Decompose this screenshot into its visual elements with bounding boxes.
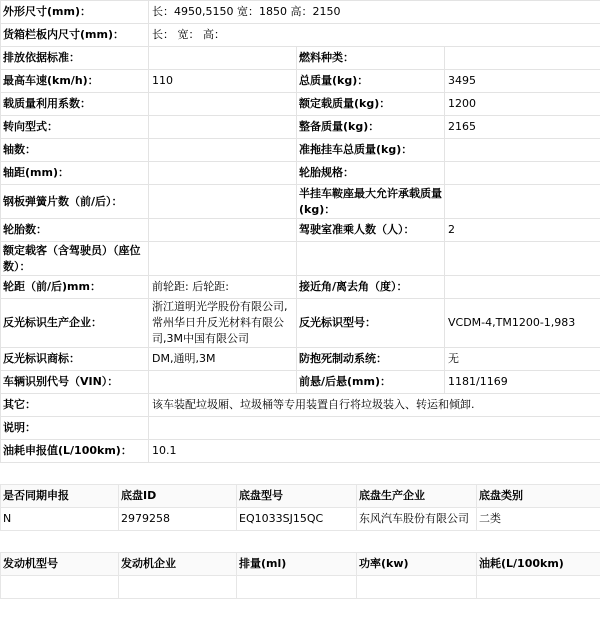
- spec-value: [149, 185, 297, 219]
- spec-value: 3495: [445, 70, 600, 93]
- engine-column-header: 排量(ml): [237, 553, 357, 576]
- spec-value: [149, 139, 297, 162]
- spec-label: 外形尺寸(mm)：: [1, 1, 149, 24]
- spec-row: [1, 139, 600, 162]
- table-row: [1, 576, 600, 599]
- engine-column-header: 发动机企业: [119, 553, 237, 576]
- spec-label: 转向型式：: [1, 116, 149, 139]
- table-row: [1, 508, 600, 531]
- spec-label: 反光标识商标：: [1, 348, 149, 371]
- spec-label: 车辆识别代号（VIN）：: [1, 371, 149, 394]
- spec-value: [445, 185, 600, 219]
- spec-label: 燃料种类：: [297, 47, 445, 70]
- spec-value: [149, 162, 297, 185]
- spec-row: [1, 371, 600, 394]
- spec-label: 前悬/后悬(mm)：: [297, 371, 445, 394]
- chassis-cell: 二类: [477, 508, 600, 531]
- spec-row: [1, 242, 600, 276]
- spec-row: [1, 299, 600, 348]
- spec-value: [149, 371, 297, 394]
- engine-cell: [119, 576, 237, 599]
- spec-value: 2165: [445, 116, 600, 139]
- spec-label: 轮胎规格：: [297, 162, 445, 185]
- engine-column-header: 油耗(L/100km): [477, 553, 600, 576]
- spec-value: [149, 47, 297, 70]
- spec-label: 说明：: [1, 417, 149, 440]
- spec-row: [1, 1, 600, 24]
- engine-column-header: 功率(kw): [357, 553, 477, 576]
- spec-value: 该车装配垃圾厢、垃圾桶等专用装置自行将垃圾装入、转运和倾卸.: [149, 394, 600, 417]
- section-gap: [0, 463, 600, 484]
- spec-row: [1, 93, 600, 116]
- spec-value: 2: [445, 219, 600, 242]
- engine-cell: [357, 576, 477, 599]
- spec-value: 无: [445, 348, 600, 371]
- chassis-column-header: 底盘类别: [477, 485, 600, 508]
- spec-label: 反光标识型号：: [297, 299, 445, 348]
- chassis-column-header: 底盘ID: [119, 485, 237, 508]
- chassis-table: [0, 484, 600, 531]
- spec-row: [1, 47, 600, 70]
- spec-value: [149, 219, 297, 242]
- engine-cell: [1, 576, 119, 599]
- spec-value: [149, 242, 297, 276]
- spec-value: 1200: [445, 93, 600, 116]
- spec-label: 驾驶室准乘人数（人）：: [297, 219, 445, 242]
- spec-label: 最高车速(km/h)：: [1, 70, 149, 93]
- spec-value: [149, 93, 297, 116]
- spec-row: [1, 162, 600, 185]
- engine-cell: [237, 576, 357, 599]
- spec-value: [445, 47, 600, 70]
- chassis-cell: 东风汽车股份有限公司: [357, 508, 477, 531]
- spec-value: 1181/1169: [445, 371, 600, 394]
- spec-value: [149, 116, 297, 139]
- spec-label: 轮胎数：: [1, 219, 149, 242]
- spec-label: 钢板弹簧片数（前/后）：: [1, 185, 149, 219]
- engine-table: [0, 552, 600, 599]
- spec-value: DM,通明,3M: [149, 348, 297, 371]
- spec-value: [445, 242, 600, 276]
- spec-value: [149, 417, 600, 440]
- spec-value: [445, 162, 600, 185]
- spec-value: VCDM-4,TM1200-1,983: [445, 299, 600, 348]
- engine-header-row: [1, 553, 600, 576]
- chassis-column-header: 底盘型号: [237, 485, 357, 508]
- chassis-cell: 2979258: [119, 508, 237, 531]
- spec-label: 排放依据标准：: [1, 47, 149, 70]
- spec-value: [445, 276, 600, 299]
- section-gap: [0, 531, 600, 552]
- engine-cell: [477, 576, 600, 599]
- chassis-header-row: [1, 485, 600, 508]
- spec-label: 反光标识生产企业：: [1, 299, 149, 348]
- spec-label: 半挂车鞍座最大允许承载质量(kg)：: [297, 185, 445, 219]
- spec-value: 10.1: [149, 440, 600, 463]
- spec-value: 浙江道明光学股份有限公司,常州华日升反光材料有限公司,3M中国有限公司: [149, 299, 297, 348]
- spec-row: [1, 417, 600, 440]
- spec-value: 110: [149, 70, 297, 93]
- spec-row: [1, 394, 600, 417]
- spec-row: [1, 276, 600, 299]
- spec-row: [1, 348, 600, 371]
- spec-label: 整备质量(kg)：: [297, 116, 445, 139]
- spec-label: 额定载客（含驾驶员）（座位数）：: [1, 242, 149, 276]
- spec-label: 货箱栏板内尺寸(mm)：: [1, 24, 149, 47]
- chassis-column-header: 是否同期申报: [1, 485, 119, 508]
- spec-value: 长：4950,5150 宽：1850 高：2150: [149, 1, 600, 24]
- spec-row: [1, 185, 600, 219]
- spec-label: 油耗申报值(L/100km)：: [1, 440, 149, 463]
- spec-row: [1, 219, 600, 242]
- spec-row: [1, 24, 600, 47]
- spec-label: 防抱死制动系统：: [297, 348, 445, 371]
- spec-label: 准拖挂车总质量(kg)：: [297, 139, 445, 162]
- spec-label: 载质量利用系数：: [1, 93, 149, 116]
- spec-value: 长： 宽： 高：: [149, 24, 600, 47]
- spec-label: [297, 242, 445, 276]
- spec-label: 接近角/离去角（度）：: [297, 276, 445, 299]
- chassis-cell: N: [1, 508, 119, 531]
- spec-row: [1, 70, 600, 93]
- spec-row: [1, 116, 600, 139]
- spec-label: 总质量(kg)：: [297, 70, 445, 93]
- spec-label: 轮距（前/后)mm：: [1, 276, 149, 299]
- spec-label: 轴距(mm)：: [1, 162, 149, 185]
- spec-row: [1, 440, 600, 463]
- spec-value: [445, 139, 600, 162]
- chassis-cell: EQ1033SJ15QC: [237, 508, 357, 531]
- spec-label: 轴数：: [1, 139, 149, 162]
- chassis-column-header: 底盘生产企业: [357, 485, 477, 508]
- spec-value: 前轮距: 后轮距:: [149, 276, 297, 299]
- spec-label: 额定载质量(kg)：: [297, 93, 445, 116]
- engine-column-header: 发动机型号: [1, 553, 119, 576]
- spec-label: 其它：: [1, 394, 149, 417]
